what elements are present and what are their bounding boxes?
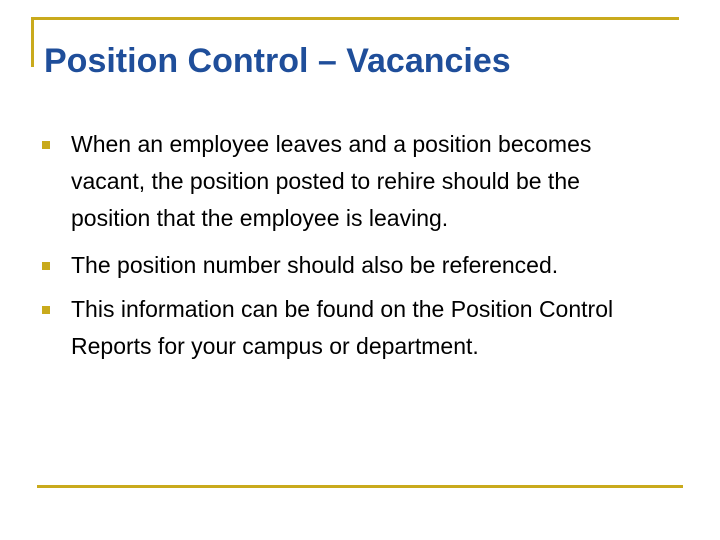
square-bullet-icon (42, 141, 50, 149)
frame-bottom-rule (37, 485, 683, 488)
bullet-text: When an employee leaves and a position becomes vacant, the position posted to rehire should be the position that the employee is leaving. (71, 131, 592, 231)
slide-title: Position Control – Vacancies (44, 42, 511, 80)
bullet-item (40, 247, 630, 284)
frame-left-rule (31, 17, 34, 67)
frame-top-rule (31, 17, 679, 20)
bullet-text: This information can be found on the Position Control Reports for your campus or department. (71, 296, 614, 359)
square-bullet-icon (42, 262, 50, 270)
bullet-list (40, 126, 630, 375)
bullet-item (40, 291, 630, 365)
square-bullet-icon (42, 306, 50, 314)
bullet-item (40, 126, 630, 237)
bullet-text: The position number should also be referenced. (71, 252, 559, 278)
